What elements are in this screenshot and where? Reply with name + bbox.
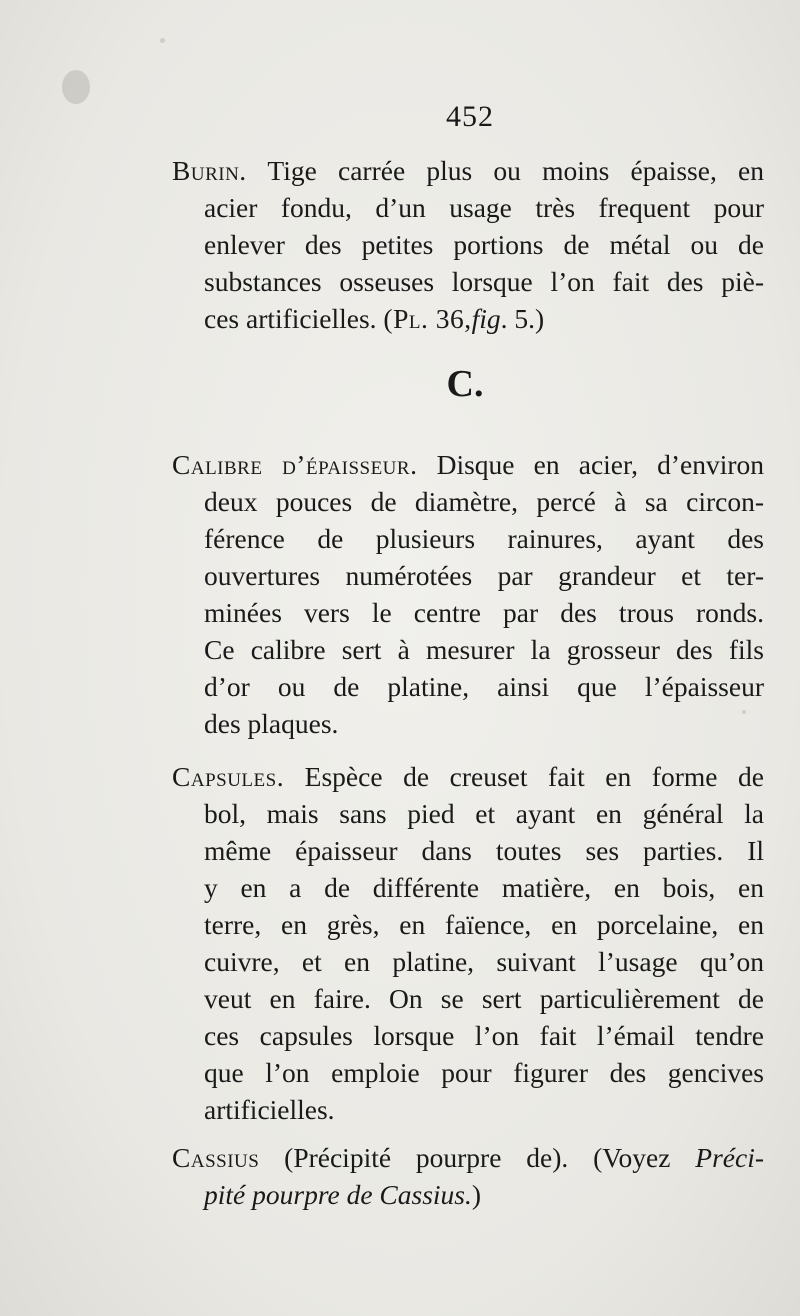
- entry-text-line: ouvertures numérotées par grandeur et ter-: [204, 560, 764, 591]
- entry-text-line: enlever des petites portions de métal ou de: [204, 229, 764, 260]
- entry-text-line: bol, mais sans pied et ayant en général la: [204, 798, 764, 829]
- cross-reference: pité pourpre de Cassius.: [204, 1179, 472, 1210]
- entry-text-line: terre, en grès, en faïence, en porcelaine, en: [204, 909, 764, 940]
- entry-text-line: que l’on emploie pour figurer des gencives: [204, 1057, 764, 1088]
- closing-paren: ): [471, 1179, 482, 1210]
- entry-text-line: d’or ou de platine, ainsi que l’épaisseur: [204, 671, 764, 702]
- entry-term: Calibre d’épaisseur.: [172, 449, 418, 480]
- plate-reference: (Pl. 36,: [383, 303, 472, 334]
- entry-cassius: [172, 1139, 764, 1213]
- section-letter: C.: [446, 363, 484, 405]
- entry-text-line: des plaques.: [204, 708, 339, 739]
- cross-reference: Préci-: [695, 1142, 765, 1173]
- entry-text-line: artificielles.: [204, 1094, 335, 1125]
- entry-text-line: deux pouces de diamètre, percé à sa circon-: [204, 486, 764, 517]
- entry-calibre: [172, 446, 764, 742]
- entry-term: Cassius: [172, 1142, 260, 1173]
- entry-capsules: [172, 758, 764, 1128]
- entry-text-line: minées vers le centre par des trous ronds.: [204, 597, 764, 628]
- entry-term: Capsules.: [172, 761, 285, 792]
- entry-text-line: férence de plusieurs rainures, ayant des: [204, 523, 764, 554]
- entry-text-line: Disque en acier, d’environ: [436, 449, 764, 480]
- entry-text-line: Espèce de creuset fait en forme de: [304, 761, 764, 792]
- entry-term: Burin.: [172, 155, 247, 186]
- entry-text-line: (Précipité pourpre de). (Voyez: [284, 1142, 671, 1173]
- entry-text-line: cuivre, et en platine, suivant l’usage qu’on: [204, 946, 764, 977]
- figure-label: fig: [471, 303, 501, 334]
- entry-text-line: Tige carrée plus ou moins épaisse, en: [267, 155, 764, 186]
- entry-text-line: même épaisseur dans toutes ses parties. Il: [204, 835, 764, 866]
- entry-text-line: substances osseuses lorsque l’on fait des piè-: [204, 266, 764, 297]
- entry-text-line: acier fondu, d’un usage très frequent pour: [204, 192, 764, 223]
- entry-text-line: Ce calibre sert à mesurer la grosseur des fils: [204, 634, 764, 665]
- page-number: 452: [446, 100, 494, 133]
- entry-burin: [172, 152, 764, 337]
- entry-text-line: ces capsules lorsque l’on fait l’émail tendre: [204, 1020, 764, 1051]
- entry-text-line: ces artificielles.: [204, 303, 377, 334]
- figure-number: . 5.): [500, 303, 545, 334]
- entry-text-line: veut en faire. On se sert particulièrement de: [204, 983, 764, 1014]
- entry-text-line: y en a de différente matière, en bois, en: [204, 872, 764, 903]
